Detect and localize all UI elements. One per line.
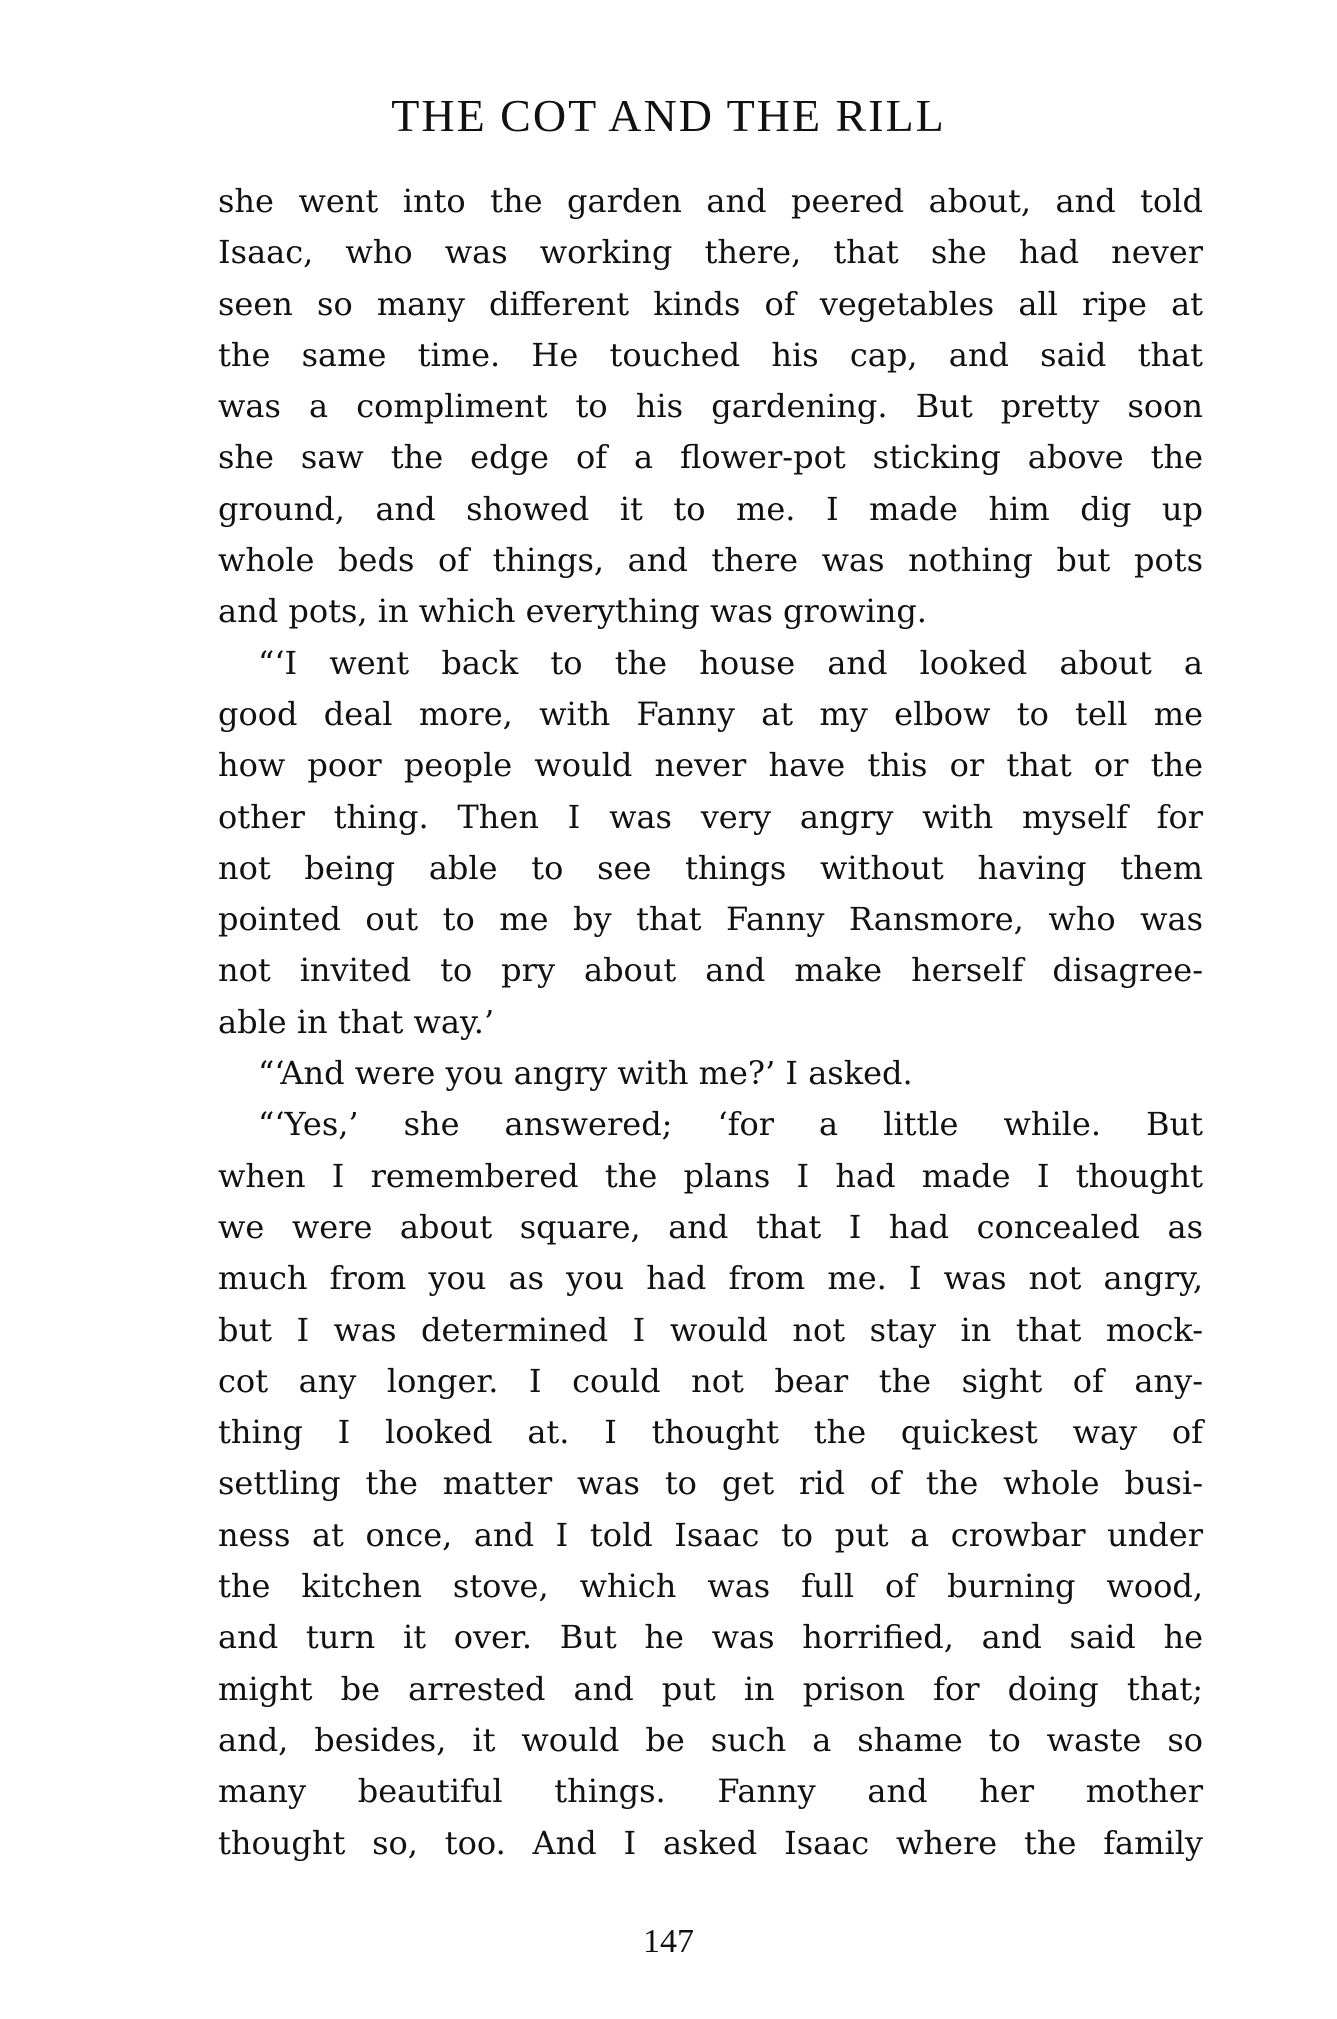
text-line: cot any longer. I could not bear the sight of any- <box>218 1361 1203 1400</box>
text-line: whole beds of things, and there was nothing but pots <box>218 541 1203 580</box>
text-line: was a compliment to his gardening. But pretty soon <box>218 387 1203 426</box>
text-line: seen so many different kinds of vegetables all ripe at <box>218 284 1203 323</box>
text-line: but I was determined I would not stay in that mock- <box>218 1310 1203 1349</box>
text-line: ground, and showed it to me. I made him dig up <box>218 489 1203 528</box>
text-line: many beautiful things. Fanny and her mother <box>218 1772 1203 1811</box>
text-line: other thing. Then I was very angry with myself for <box>218 797 1203 836</box>
text-line: might be arrested and put in prison for doing that; <box>218 1669 1203 1708</box>
text-line: “‘Yes,’ she answered; ‘for a little while. But <box>258 1105 1203 1144</box>
text-line: much from you as you had from me. I was not angry, <box>218 1259 1203 1298</box>
text-line: when I remembered the plans I had made I thought <box>218 1156 1203 1195</box>
text-line: and pots, in which everything was growing. <box>218 592 927 631</box>
text-line: the kitchen stove, which was full of burning wood, <box>218 1567 1203 1606</box>
text-line: thought so, too. And I asked Isaac where the family <box>218 1823 1203 1862</box>
text-line: not invited to pry about and make herself disagree- <box>218 951 1203 990</box>
text-line: how poor people would never have this or that or the <box>218 746 1203 785</box>
text-line: “‘I went back to the house and looked about a <box>258 643 1203 682</box>
page-number: 147 <box>643 1923 694 1960</box>
text-line: Isaac, who was working there, that she had never <box>218 233 1203 272</box>
text-line: able in that way.’ <box>218 1002 495 1041</box>
text-line: thing I looked at. I thought the quickest way of <box>218 1413 1203 1452</box>
text-line: not being able to see things without having them <box>218 848 1203 887</box>
text-line: “‘And were you angry with me?’ I asked. <box>258 1054 913 1093</box>
text-line: and, besides, it would be such a shame to waste so <box>218 1720 1203 1759</box>
text-line: she went into the garden and peered about, and told <box>218 182 1203 220</box>
body-text <box>218 176 1203 1869</box>
text-line: the same time. He touched his cap, and said that <box>218 335 1203 374</box>
text-line: settling the matter was to get rid of the whole busi- <box>218 1464 1203 1503</box>
text-line: she saw the edge of a flower-pot sticking above the <box>218 438 1203 477</box>
text-line: good deal more, with Fanny at my elbow to tell me <box>218 694 1203 733</box>
text-line: pointed out to me by that Fanny Ransmore, who was <box>218 900 1203 939</box>
running-head: THE COT AND THE RILL <box>391 90 946 141</box>
text-line: ness at once, and I told Isaac to put a crowbar under <box>218 1515 1203 1554</box>
text-line: we were about square, and that I had concealed as <box>218 1207 1203 1246</box>
text-line: and turn it over. But he was horrified, and said he <box>218 1618 1203 1657</box>
